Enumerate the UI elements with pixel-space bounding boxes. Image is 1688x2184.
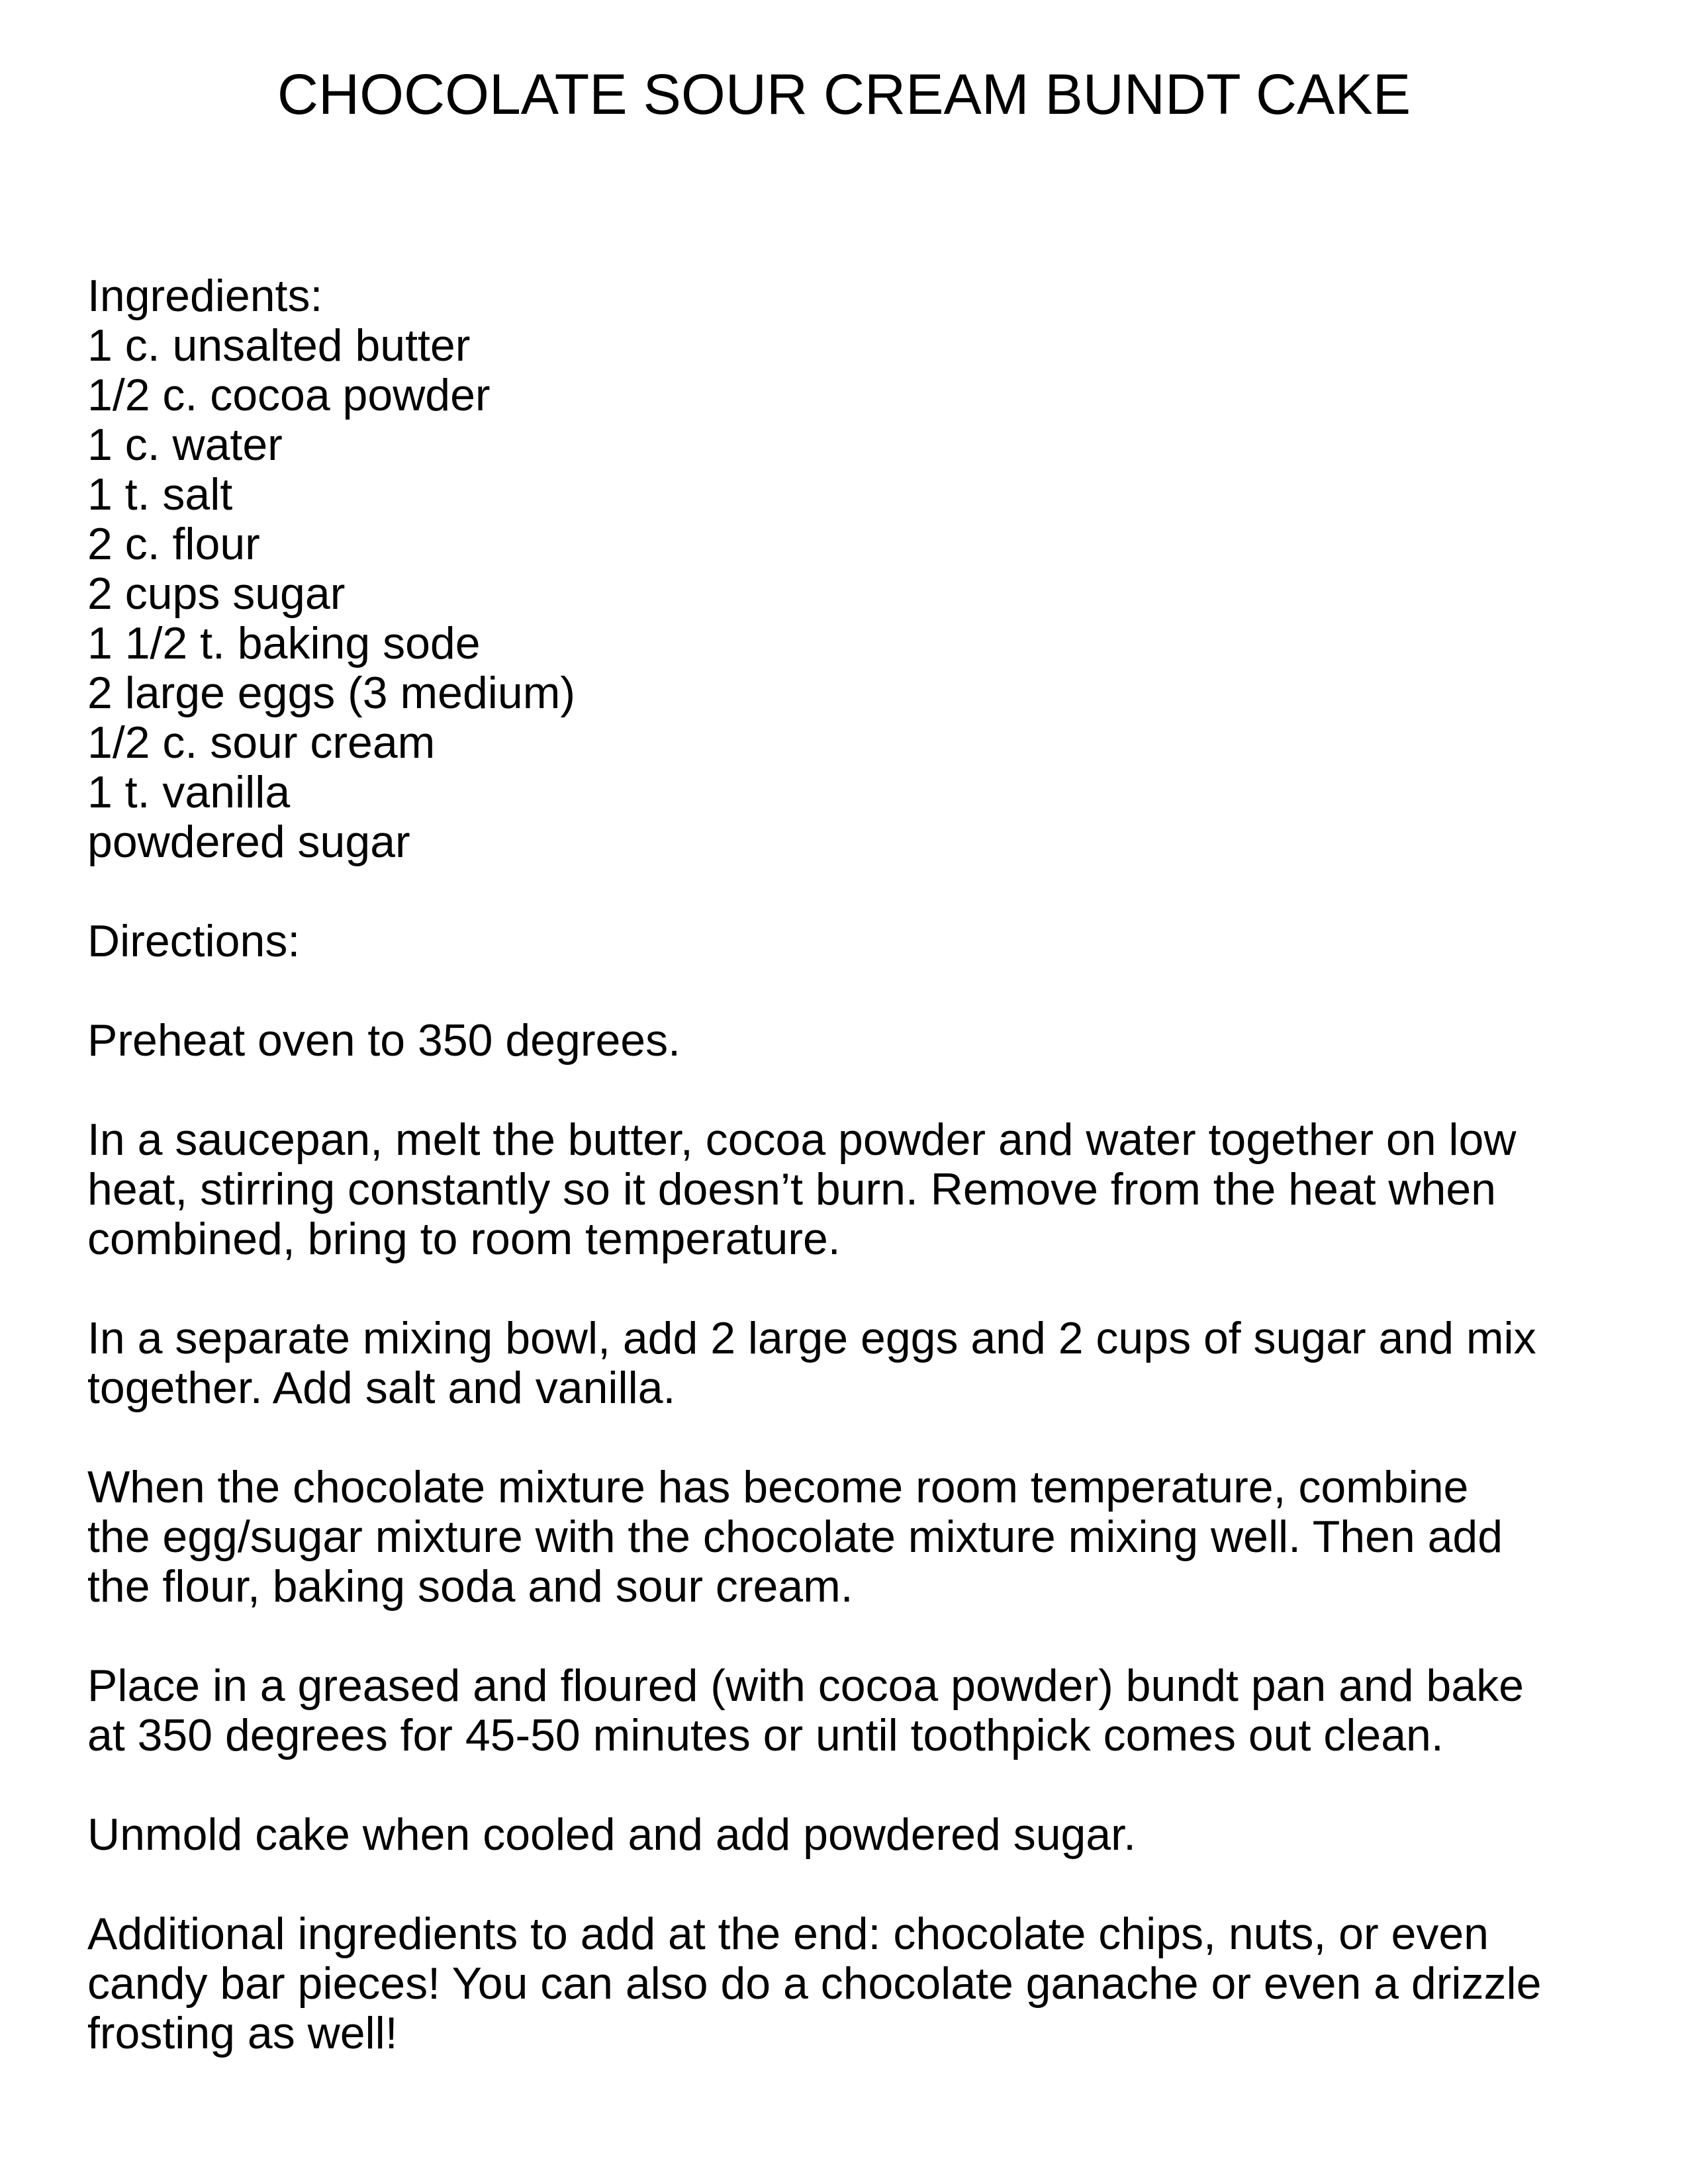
ingredient-item: 1 c. water — [87, 420, 283, 470]
step-line: In a saucepan, melt the butter, cocoa powder and water together on low — [87, 1115, 1517, 1165]
step-line: When the chocolate mixture has become room temperature, combine — [87, 1462, 1469, 1512]
step-line: Additional ingredients to add at the end: chocolate chips, nuts, or even — [87, 1909, 1489, 1959]
step-line: Place in a greased and floured (with cocoa powder) bundt pan and bake — [87, 1661, 1524, 1711]
directions-step — [87, 1463, 1610, 1612]
section-spacer — [87, 1413, 1610, 1463]
directions-step — [87, 1016, 1610, 1066]
ingredient-item: 1 1/2 t. baking sode — [87, 618, 481, 668]
step-line: frosting as well! — [87, 2008, 398, 2058]
ingredients-list — [87, 321, 1610, 867]
ingredient-item: powdered sugar — [87, 817, 410, 867]
section-spacer — [87, 1612, 1610, 1661]
section-spacer — [87, 1264, 1610, 1314]
step-line: In a separate mixing bowl, add 2 large eggs and 2 cups of sugar and mix — [87, 1313, 1536, 1363]
section-spacer — [87, 1760, 1610, 1810]
ingredient-item: 1 t. vanilla — [87, 767, 291, 817]
ingredient-item: 1/2 c. sour cream — [87, 717, 436, 768]
step-line: at 350 degrees for 45-50 minutes or until toothpick comes out clean. — [87, 1710, 1444, 1760]
step-line: heat, stirring constantly so it doesn’t burn. Remove from the heat when — [87, 1164, 1496, 1214]
ingredient-item: 1 t. salt — [87, 469, 233, 520]
page-title: CHOCOLATE SOUR CREAM BUNDT CAKE — [277, 63, 1411, 126]
directions-step — [87, 1115, 1610, 1264]
ingredients-heading: Ingredients: — [87, 271, 323, 321]
directions-step — [87, 1314, 1610, 1413]
ingredient-item: 1/2 c. cocoa powder — [87, 370, 491, 420]
step-line: the egg/sugar mixture with the chocolate mixture mixing well. Then add — [87, 1512, 1503, 1562]
step-line: together. Add salt and vanilla. — [87, 1363, 676, 1413]
directions-step — [87, 1909, 1610, 2058]
recipe-body — [87, 271, 1610, 2058]
section-spacer — [87, 966, 1610, 1016]
directions-step — [87, 1810, 1610, 1860]
ingredient-item: 2 large eggs (3 medium) — [87, 668, 576, 718]
ingredient-item: 1 c. unsalted butter — [87, 320, 471, 371]
section-spacer — [87, 1066, 1610, 1115]
step-line: Preheat oven to 350 degrees. — [87, 1015, 680, 1066]
section-spacer — [87, 1860, 1610, 1909]
ingredient-item: 2 cups sugar — [87, 569, 346, 619]
step-line: Unmold cake when cooled and add powdered sugar. — [87, 1809, 1136, 1860]
ingredient-item: 2 c. flour — [87, 519, 260, 569]
section-spacer — [87, 867, 1610, 917]
directions-heading: Directions: — [87, 916, 301, 966]
step-line: the flour, baking soda and sour cream. — [87, 1561, 853, 1612]
directions-step — [87, 1661, 1610, 1760]
step-line: combined, bring to room temperature. — [87, 1214, 841, 1264]
step-line: candy bar pieces! You can also do a chocolate ganache or even a drizzle — [87, 1958, 1542, 2009]
